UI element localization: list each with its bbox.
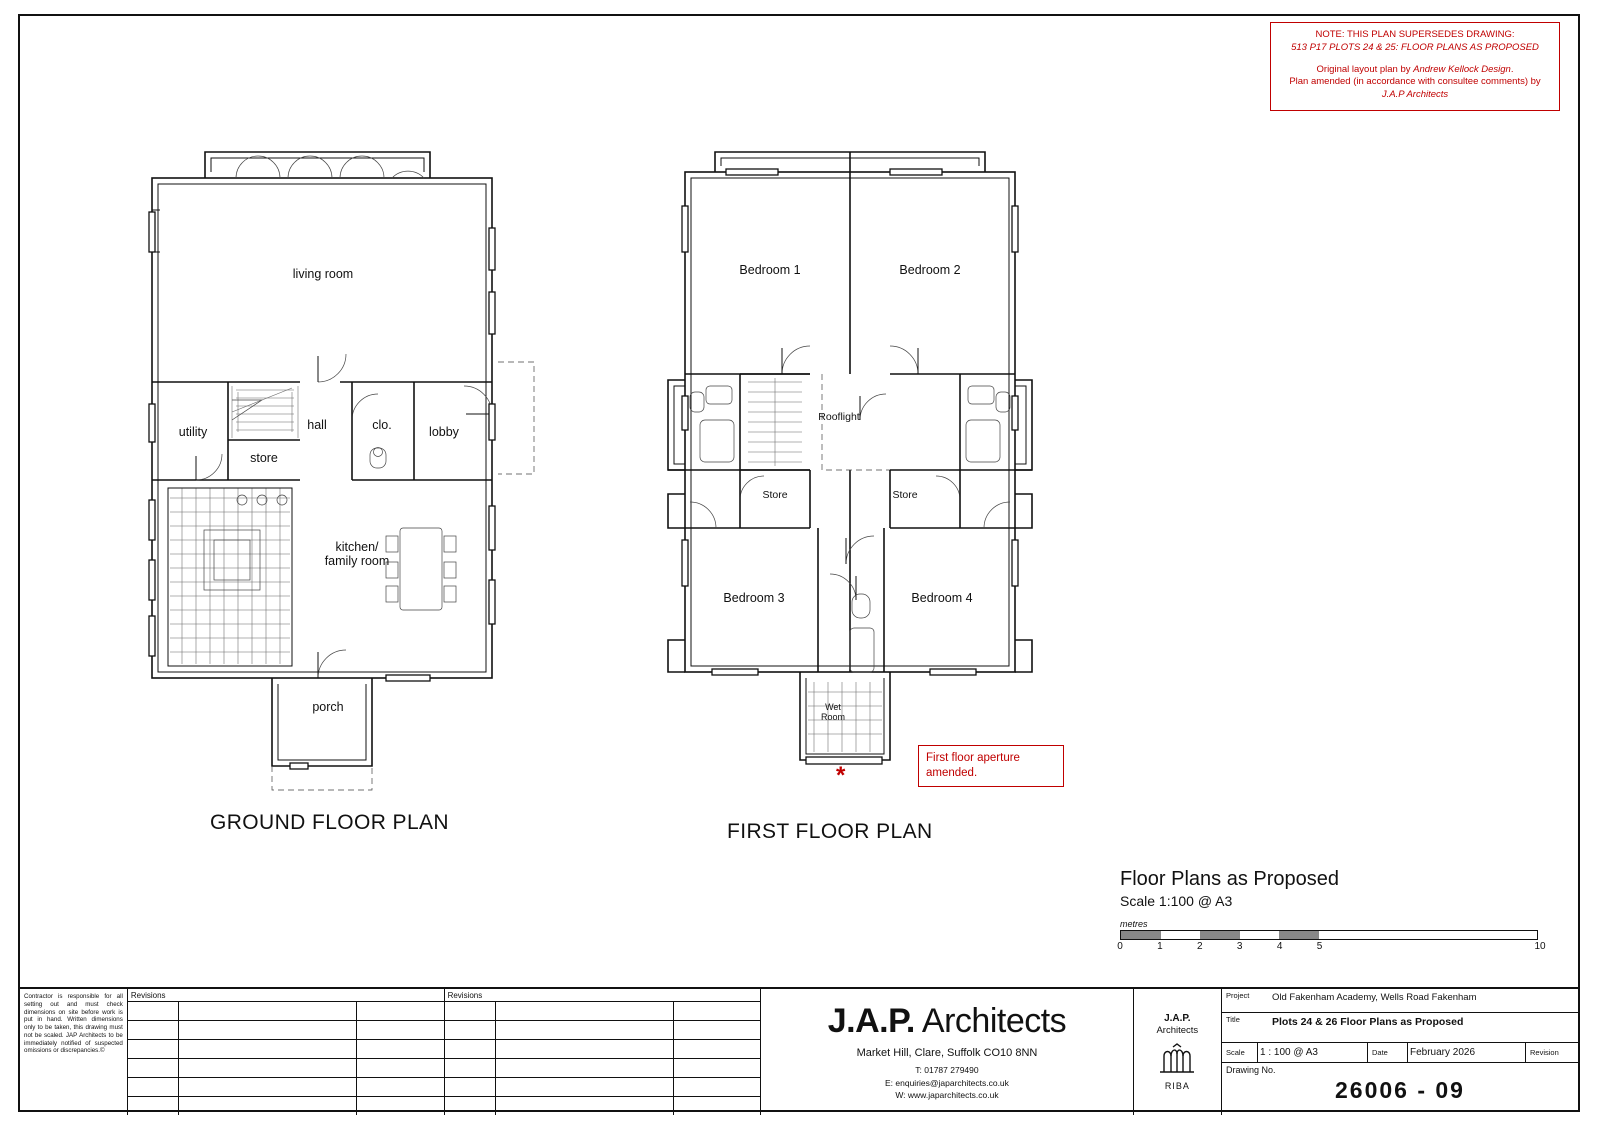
scale-tick-labels xyxy=(1117,941,1546,955)
revision-label: Revision xyxy=(1529,1048,1559,1057)
drawing-info-block xyxy=(1222,989,1578,1115)
riba-label: RIBA xyxy=(1164,1080,1190,1091)
scale-block xyxy=(1117,868,1546,955)
supersedes-note xyxy=(1270,22,1560,111)
practice-tel: T: 01787 279490 xyxy=(915,1064,979,1075)
revisions-table-2 xyxy=(445,989,762,1115)
scale-tick-0: 0 xyxy=(1117,941,1123,952)
riba-crest-icon xyxy=(1154,1042,1200,1079)
drawing-number-value: 26006 - 09 xyxy=(1334,1077,1465,1103)
title-label: Title xyxy=(1225,1015,1240,1024)
aperture-note-text: First floor aperture amended. xyxy=(926,752,1020,779)
revision-row[interactable] xyxy=(128,1040,444,1059)
room-label-bedroom-3: Bedroom 3 xyxy=(723,591,785,605)
revision-row[interactable] xyxy=(128,1021,444,1040)
date-value: February 2026 xyxy=(1409,1047,1476,1058)
practice-web: W: www.japarchitects.co.uk xyxy=(895,1090,999,1101)
note-line-2: 513 P17 PLOTS 24 & 25: FLOOR PLANS AS PROPOSED xyxy=(1291,41,1539,53)
room-label-store-ground: store xyxy=(250,451,278,465)
disclaimer-text: Contractor is responsible for all setting out and must check dimensions on site before work is put in hand. Written dimensions only to be taken, this drawing must not be scaled. JAP Architects to be immediately notified of suspected omissions or discrepancies.© xyxy=(20,989,128,1115)
note-line-1: NOTE: THIS PLAN SUPERSEDES DRAWING: xyxy=(1315,29,1515,40)
aperture-marker-asterisk: * xyxy=(836,762,846,789)
project-value: Old Fakenham Academy, Wells Road Fakenham xyxy=(1271,992,1477,1003)
drawing-number-label: Drawing No. xyxy=(1225,1065,1276,1075)
scale-tick-5: 5 xyxy=(1316,941,1323,952)
ground-floor-plan-title: GROUND FLOOR PLAN xyxy=(210,811,449,834)
revisions-label-2: Revisions xyxy=(445,989,761,1002)
room-label-rooflight: Rooflight xyxy=(818,411,860,423)
practice-email: E: enquiries@japarchitects.co.uk xyxy=(885,1077,1009,1088)
room-label-store-left: Store xyxy=(762,489,788,501)
scale-units-label: metres xyxy=(1120,919,1148,929)
room-label-bedroom-2: Bedroom 2 xyxy=(899,263,961,277)
revision-row[interactable] xyxy=(128,1097,444,1115)
revision-row[interactable] xyxy=(445,1040,761,1059)
note-line-3: Original layout plan by Andrew Kellock Design. xyxy=(1316,63,1514,75)
riba-name-light: Architects xyxy=(1156,1024,1199,1036)
room-label-wet-room: Wet Room xyxy=(820,702,845,723)
revisions-label-1: Revisions xyxy=(128,989,444,1002)
revision-row[interactable] xyxy=(128,1002,444,1021)
room-label-cloakroom: clo. xyxy=(372,418,392,432)
room-label-porch: porch xyxy=(312,700,344,714)
scale-block-subtitle: Scale 1:100 @ A3 xyxy=(1120,893,1233,909)
room-label-kitchen: kitchen/ family room xyxy=(324,540,390,569)
drawing-number-row xyxy=(1222,1063,1578,1115)
revision-row[interactable] xyxy=(128,1078,444,1097)
scale-value: 1 : 100 @ A3 xyxy=(1259,1047,1318,1058)
scale-bar xyxy=(1120,930,1538,940)
project-row xyxy=(1222,989,1578,1013)
practice-address: Market Hill, Clare, Suffolk CO10 8NN xyxy=(856,1046,1038,1059)
revision-row[interactable] xyxy=(445,1002,761,1021)
revision-row[interactable] xyxy=(445,1059,761,1078)
room-label-lobby: lobby xyxy=(429,425,459,439)
scale-tick-2: 2 xyxy=(1197,941,1203,952)
room-label-store-right: Store xyxy=(892,489,918,501)
room-label-utility: utility xyxy=(178,425,208,439)
meta-row xyxy=(1222,1043,1578,1063)
riba-block xyxy=(1134,989,1222,1115)
room-label-bedroom-1: Bedroom 1 xyxy=(739,263,801,277)
revision-row[interactable] xyxy=(445,1021,761,1040)
revision-row[interactable] xyxy=(445,1078,761,1097)
scale-tick-1: 1 xyxy=(1157,941,1163,952)
revision-value xyxy=(1574,1050,1578,1056)
title-value: Plots 24 & 26 Floor Plans as Proposed xyxy=(1271,1016,1464,1028)
scale-label: Scale xyxy=(1225,1048,1245,1057)
practice-name: J.A.P. Architects xyxy=(827,1001,1067,1040)
date-label: Date xyxy=(1371,1048,1388,1057)
title-row xyxy=(1222,1013,1578,1043)
practice-contacts xyxy=(885,1064,1009,1102)
scale-tick-4: 4 xyxy=(1276,941,1283,952)
practice-logo-block xyxy=(761,989,1133,1115)
revisions-table-1 xyxy=(128,989,445,1115)
revision-row[interactable] xyxy=(128,1059,444,1078)
room-label-bedroom-4: Bedroom 4 xyxy=(911,591,973,605)
ground-floor-geometry xyxy=(149,152,534,790)
scale-block-title: Floor Plans as Proposed xyxy=(1120,868,1340,890)
note-line-4: Plan amended (in accordance with consultee comments) by J.A.P Architects xyxy=(1289,76,1541,101)
project-label: Project xyxy=(1225,991,1250,1000)
riba-name-bold: J.A.P. xyxy=(1164,1012,1191,1024)
first-floor-geometry xyxy=(668,152,1032,764)
aperture-amended-note xyxy=(918,745,1064,787)
room-label-living-room: living room xyxy=(292,267,354,281)
room-label-hall: hall xyxy=(307,418,327,432)
riba-practice-name xyxy=(1156,1013,1198,1036)
scale-tick-10: 10 xyxy=(1534,941,1546,952)
first-floor-plan-title: FIRST FLOOR PLAN xyxy=(727,820,933,843)
scale-tick-3: 3 xyxy=(1236,941,1243,952)
title-block xyxy=(20,987,1578,1115)
revision-row[interactable] xyxy=(445,1097,761,1115)
